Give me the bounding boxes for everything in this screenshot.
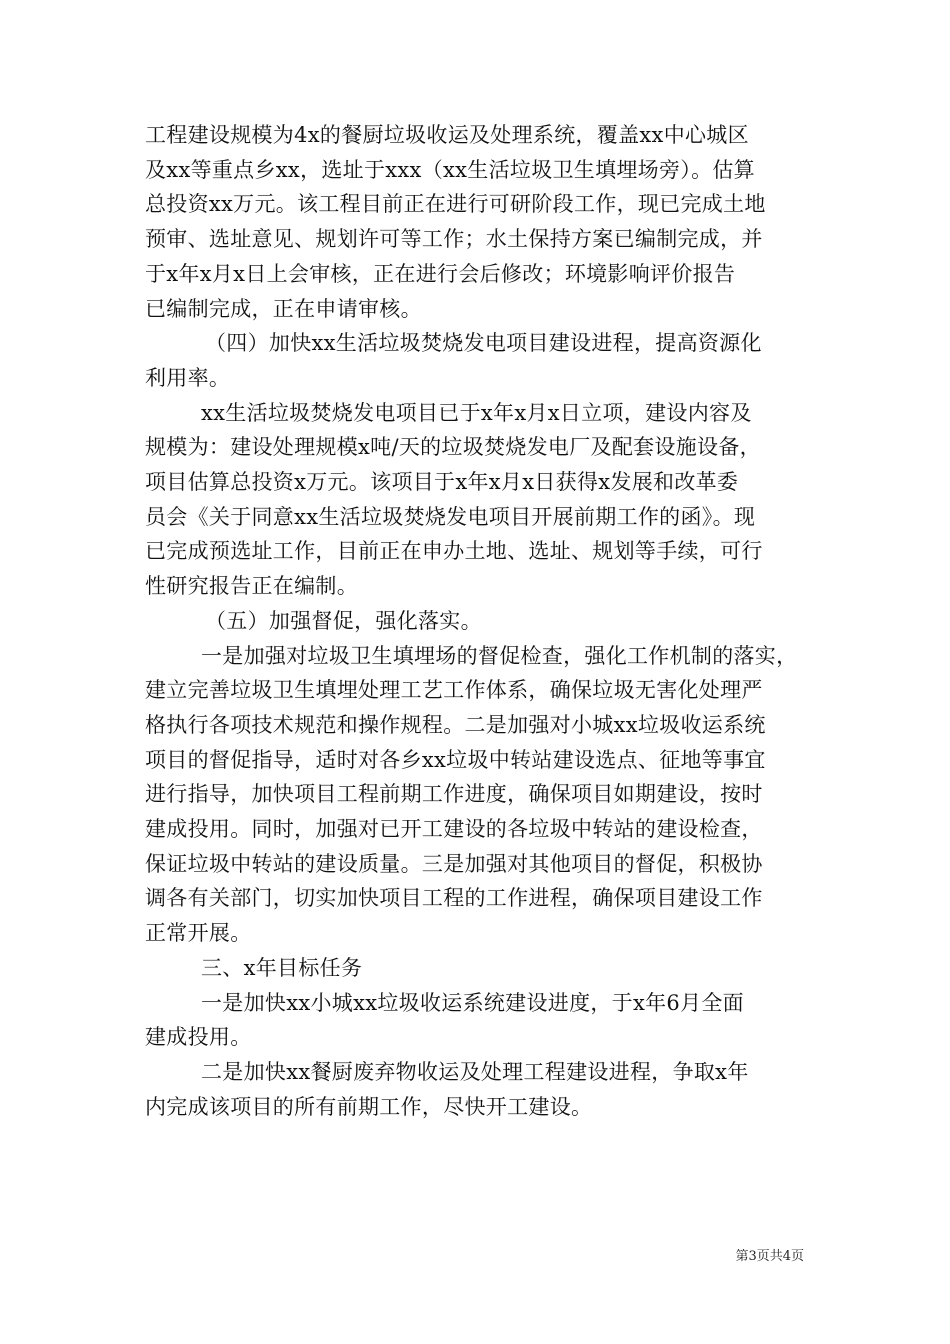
text-line: 性研究报告正在编制。 (145, 574, 358, 599)
text-line: 规模为：建设处理规模x吨/天的垃圾焚烧发电厂及配套设施设备， (145, 435, 761, 460)
text-line: 一是加快xx小城xx垃圾收运系统建设进度，于x年6月全面 (201, 990, 744, 1015)
text-line: 于x年x月x日上会审核，正在进行会后修改；环境影响评价报告 (145, 261, 736, 286)
text-line: xx生活垃圾焚烧发电项目已于x年x月x日立项，建设内容及 (201, 400, 752, 425)
text-line: 预审、选址意见、规划许可等工作；水土保持方案已编制完成，并 (145, 227, 763, 252)
text-line: 二是加快xx餐厨废弃物收运及处理工程建设进程，争取x年 (201, 1059, 749, 1084)
text-line: 工程建设规模为4x的餐厨垃圾收运及处理系统，覆盖xx中心城区 (145, 123, 749, 147)
text-line: 已编制完成，正在申请审核。 (145, 296, 422, 321)
section-heading-5: （五）加强督促，强化落实。 (205, 608, 482, 633)
text-line: 正常开展。 (145, 921, 252, 946)
text-line: 一是加强对垃圾卫生填埋场的督促检查，强化工作机制的落实， (201, 643, 798, 668)
text-line: 项目估算总投资x万元。该项目于x年x月x日获得x发展和改革委 (145, 470, 739, 495)
text-line: 格执行各项技术规范和操作规程。二是加强对小城xx垃圾收运系统 (145, 712, 766, 737)
text-line: 建成投用。同时，加强对已开工建设的各垃圾中转站的建设检查， (145, 817, 763, 842)
text-line: 保证垃圾中转站的建设质量。三是加强对其他项目的督促，积极协 (145, 851, 763, 876)
text-line: 项目的督促指导，适时对各乡xx垃圾中转站建设选点、征地等事宜 (145, 747, 766, 772)
text-line: 建成投用。 (145, 1025, 252, 1050)
text-line: 进行指导，加快项目工程前期工作进度，确保项目如期建设，按时 (145, 782, 763, 807)
text-line: 已完成预选址工作，目前正在申办土地、选址、规划等手续，可行 (145, 539, 763, 564)
text-line: 内完成该项目的所有前期工作，尽快开工建设。 (145, 1094, 593, 1119)
document-body (145, 118, 807, 1124)
section-heading-3: 三、x年目标任务 (201, 955, 363, 980)
section-heading-4: （四）加快xx生活垃圾焚烧发电项目建设进程，提高资源化 (205, 331, 762, 356)
text-line: 及xx等重点乡xx，选址于xxx（xx生活垃圾卫生填埋场旁）。估算 (145, 157, 755, 182)
text-line: 总投资xx万元。该工程目前正在进行可研阶段工作，现已完成土地 (145, 192, 766, 217)
text-line: 建立完善垃圾卫生填埋处理工艺工作体系，确保垃圾无害化处理严 (145, 678, 763, 703)
text-line: 调各有关部门，切实加快项目工程的工作进程，确保项目建设工作 (145, 886, 763, 911)
text-line: 利用率。 (145, 365, 231, 390)
page-number: 第3页共4页 (735, 1249, 804, 1264)
text-line: 员会《关于同意xx生活垃圾焚烧发电项目开展前期工作的函》。现 (145, 504, 756, 529)
